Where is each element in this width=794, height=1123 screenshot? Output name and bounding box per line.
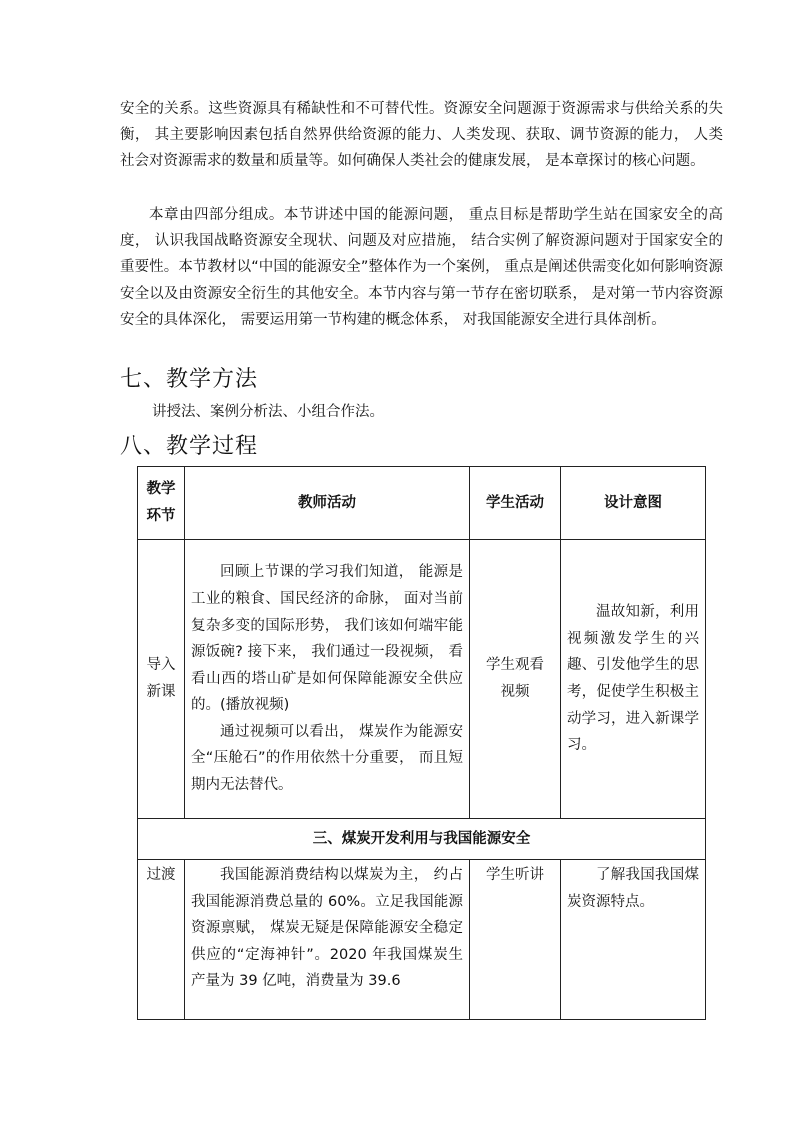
table-section-row <box>138 819 706 860</box>
teaching-process-table <box>137 466 706 1020</box>
body-paragraph-1: 安全的关系。这些资源具有稀缺性和不可替代性。资源安全问题源于资源需求与供给关系的失衡， 其主要影响因素包括自然界供给资源的能力、人类发现、获取、调节资源的能力， 人类社会对资源需求的数量和质量等。如何确保人类社会的健康发展， 是本章探讨的核心问题。 <box>120 101 723 170</box>
section-title-cell: 三、煤炭开发利用与我国能源安全 <box>138 819 706 860</box>
table-header-row <box>138 467 706 540</box>
teacher-activity-cell <box>185 540 470 819</box>
stage-cell: 导入新课 <box>138 540 185 819</box>
student-activity-cell: 学生听讲 <box>470 860 561 1020</box>
design-intent-cell <box>561 860 706 1020</box>
table-row <box>138 860 706 1020</box>
design-intent-cell <box>561 540 706 819</box>
design-paragraph: 了解我国我国煤炭资源特点。 <box>567 867 699 910</box>
student-activity-cell: 学生观看视频 <box>470 540 561 819</box>
teaching-methods-text: 讲授法、案例分析法、小组合作法。 <box>152 404 384 420</box>
teacher-paragraph: 通过视频可以看出， 煤炭作为能源安全“压舱石”的作用依然十分重要， 而且短期内无法替代。 <box>191 723 463 794</box>
header-design-intent: 设计意图 <box>561 467 706 540</box>
header-student-activity: 学生活动 <box>470 467 561 540</box>
design-paragraph: 温故知新，利用视频激发学生的兴趣、引发他学生的思考，促使学生积极主动学习，进入新课学习。 <box>567 604 699 754</box>
stage-cell: 过渡 <box>138 860 185 1020</box>
teacher-paragraph: 回顾上节课的学习我们知道， 能源是工业的粮食、国民经济的命脉， 面对当前复杂多变的国际形势， 我们该如何端牢能源饭碗? 接下来， 我们通过一段视频， 看看山西的塔山矿是如何保障能源安全供应的。(播放视频) <box>191 564 463 714</box>
header-stage: 教学环节 <box>138 467 185 540</box>
section-heading-teaching-methods: 七、教学方法 <box>120 367 259 392</box>
teacher-activity-cell <box>185 860 470 1020</box>
section-heading-teaching-process: 八、教学过程 <box>120 434 259 459</box>
body-paragraph-2: 本章由四部分组成。本节讲述中国的能源问题， 重点目标是帮助学生站在国家安全的高度， 认识我国战略资源安全现状、问题及对应措施， 结合实例了解资源问题对于国家安全的重要性。本节教材以“中国的能源安全”整体作为一个案例， 重点是阐述供需变化如何影响资源安全以及由资源安全衍生的其他安全。本节内容与第一节存在密切联系， 是对第一节内容资源安全的具体深化， 需要运用第一节构建的概念体系， 对我国能源安全进行具体剖析。 <box>120 207 723 328</box>
table-row <box>138 540 706 819</box>
header-teacher-activity: 教师活动 <box>185 467 470 540</box>
teacher-paragraph: 我国能源消费结构以煤炭为主， 约占我国能源消费总量的 60%。立足我国能源资源禀赋， 煤炭无疑是保障能源安全稳定供应的“定海神针”。2020 年我国煤炭生产量为 39 亿吨，消费量为 39.6 <box>191 867 463 990</box>
